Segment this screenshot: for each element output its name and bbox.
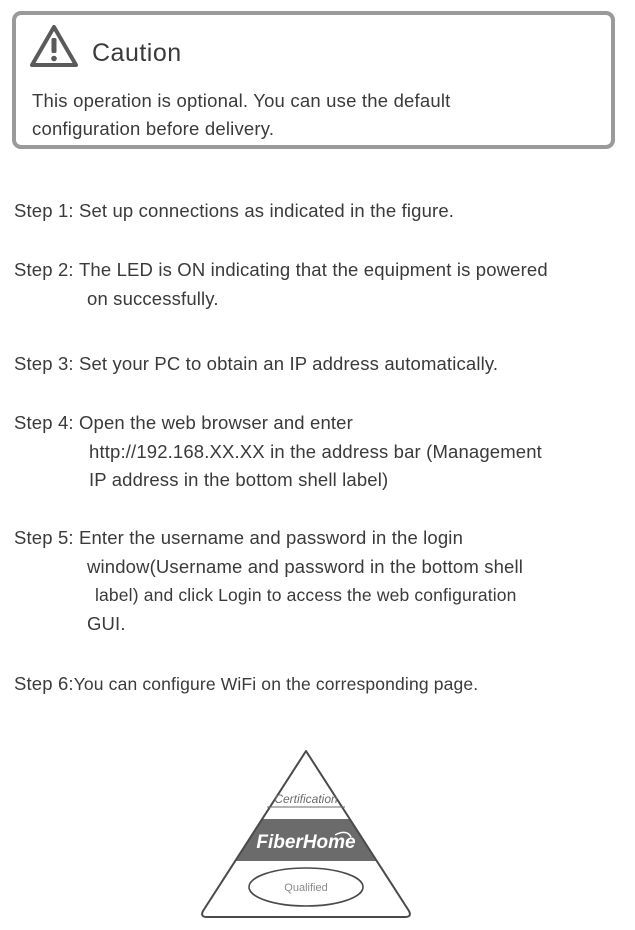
step-1 — [14, 197, 454, 226]
step-text: Open the web browser and enter — [78, 412, 353, 433]
caution-text-line: This operation is optional. You can use the default — [32, 90, 451, 111]
step-text: The LED is ON indicating that the equipment is powered — [78, 259, 548, 280]
step-text: IP address in the bottom shell label) — [89, 469, 389, 490]
certification-logo — [195, 745, 417, 921]
step-text: GUI. — [87, 612, 126, 634]
brand-name: FiberHome — [256, 832, 356, 853]
step-3 — [14, 350, 498, 379]
caution-box — [12, 11, 615, 149]
step-2 — [14, 256, 548, 313]
step-5 — [14, 524, 523, 638]
step-label: Step 3: — [14, 353, 74, 374]
caution-text-line: configuration before delivery. — [32, 118, 275, 139]
certification-text: Certification — [274, 792, 338, 806]
qualified-text: Qualified — [284, 882, 328, 894]
step-text: Set your PC to obtain an IP address automatically. — [78, 353, 499, 374]
step-6 — [14, 670, 478, 699]
step-4 — [14, 409, 542, 495]
step-text: You can configure WiFi on the corresponding page. — [73, 674, 479, 694]
step-text: Enter the username and password in the login — [78, 527, 464, 548]
warning-triangle-icon — [28, 23, 80, 69]
step-text: window(Username and password in the bottom shell — [87, 555, 523, 577]
caution-title: Caution — [92, 39, 182, 67]
step-label: Step 4: — [14, 412, 74, 433]
step-label: Step 2: — [14, 259, 74, 280]
step-label: Step 6: — [14, 673, 74, 694]
step-label: Step 5: — [14, 527, 74, 548]
caution-text — [32, 87, 592, 143]
step-text: Set up connections as indicated in the figure. — [78, 200, 455, 221]
step-label: Step 1: — [14, 200, 74, 221]
step-text: on successfully. — [87, 287, 219, 309]
step-text: http://192.168.XX.XX in the address bar (Management — [89, 440, 542, 462]
step-text: label) and click Login to access the web configuration — [95, 585, 517, 605]
